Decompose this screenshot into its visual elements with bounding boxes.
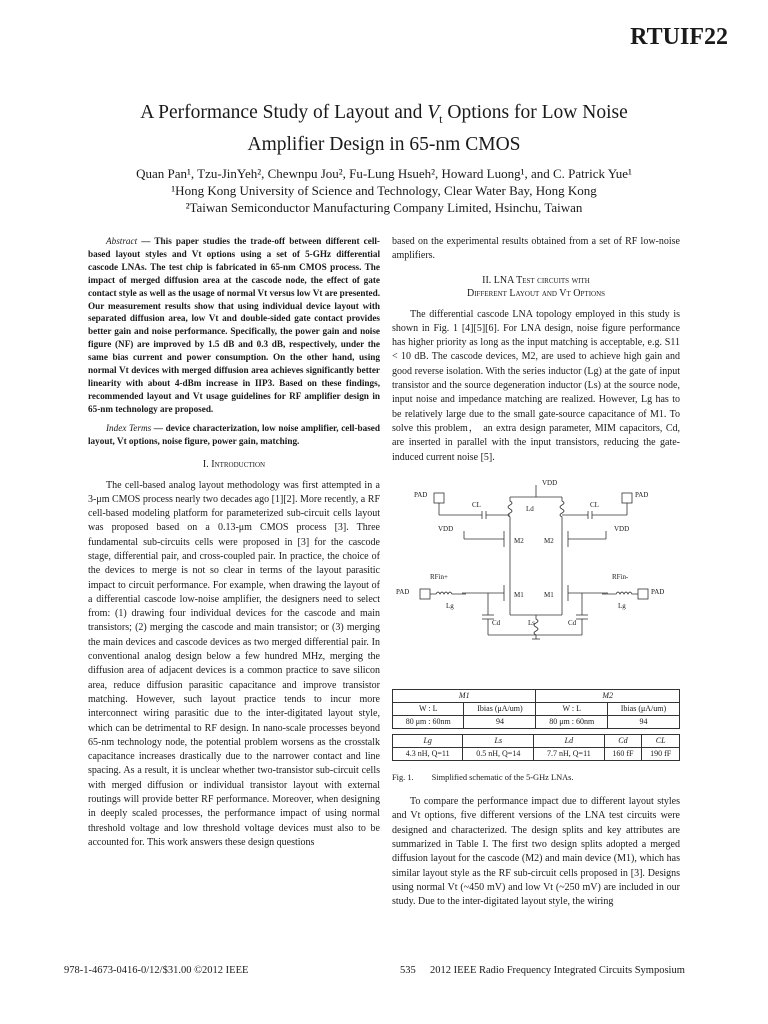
lg-left-label: Lg: [446, 601, 454, 610]
pad-in-right-label: PAD: [651, 587, 665, 596]
table-row: [393, 689, 680, 702]
table-row: [393, 702, 680, 715]
footer-copyright: 978-1-4673-0416-0/12/$31.00 ©2012 IEEE: [64, 965, 249, 976]
section-2-paragraph: The differential cascode LNA topology employed in this study is shown in Fig. 1 [4][5][6]. For LNA design, noise figure performance has higher priority as long as the input matching is acceptable, e.g. S11 < 10 dB. The cascode devices, M2, are used to achieve high gain and good reverse isolation. With the series inductor (Lg) at the gate of input transistor and the source degeneration inductor (Ls) at the source node, input noise and impedance matching are realized. However, Lg has to be relatively large due to the small gate-source capacitance of M1. To solve this problem， an extra design parameter, MIM capacitors, Cd, are inserted in parallel with the input transistors, reducing the gate-induced current noise [5].: [392, 308, 680, 463]
footer-page-number: 535: [400, 965, 416, 976]
index-terms: Index Terms — device characterization, low noise amplifier, cell-based layout, Vt options, noise figure, power gain, matching.: [88, 422, 380, 446]
section-2-paragraph-2: To compare the performance impact due to different layout styles and Vt options, five different versions of the LNA test circuits were designed and characterized. The design splits and key attributes are summarized in Table I. The first two design splits adopted a merged diffusion layout for the cascode (M2) and main device (M1), which has similar layout style as the RF sub-circuit cells proposed in [3]. Designs using normal Vt (~450 mV) and low Vt (~250 mV) are included in our study. Due to the inter-digitated layout style, the wiring: [392, 796, 680, 908]
cl-right-label: CL: [590, 500, 599, 509]
table-row: [393, 734, 680, 747]
table-cell: Ibias (μA/um): [607, 702, 679, 715]
figure-caption: Fig. 1. Simplified schematic of the 5-GHz LNAs.: [392, 772, 574, 782]
author-list: Quan Pan¹, Tzu-JinYeh², Chewnpu Jou², Fu-Lung Hsueh², Howard Luong¹, and C. Patrick Yue¹: [136, 166, 632, 181]
paper-code: RTUIF22: [630, 24, 728, 50]
lna-schematic: [392, 475, 680, 687]
table-cell: Ld: [534, 734, 604, 747]
rfin-plus-label: RFin+: [430, 572, 448, 581]
rfin-minus-label: RFin-: [612, 572, 629, 581]
pad-out-right-label: PAD: [635, 490, 649, 499]
lg-right-label: Lg: [618, 601, 626, 610]
author-block: [0, 165, 768, 216]
m1-left-label: M1: [514, 590, 524, 599]
table-cell: Ibias (μA/um): [464, 702, 536, 715]
title-line-2: Amplifier Design in 65-nm CMOS: [247, 133, 521, 155]
footer-conference: 2012 IEEE Radio Frequency Integrated Circuits Symposium: [430, 965, 685, 976]
cd-left-label: Cd: [492, 618, 501, 627]
vdd-left-label: VDD: [438, 524, 454, 533]
table-cell: Cd: [604, 734, 642, 747]
section-heading-introduction: I. Introduction: [202, 458, 266, 470]
table-cell: 94: [464, 715, 536, 728]
m1-right-label: M1: [544, 590, 554, 599]
m2-left-label: M2: [514, 536, 524, 545]
table-cell: W : L: [536, 702, 607, 715]
table-cell: 190 fF: [642, 747, 680, 760]
table-cell: 4.3 nH, Q=11: [393, 747, 463, 760]
left-column: [88, 235, 380, 850]
table-cell: M1: [393, 689, 536, 702]
pad-out-left-label: PAD: [414, 490, 428, 499]
right-column: [392, 235, 680, 910]
table-cell: 0.5 nH, Q=14: [463, 747, 534, 760]
table-cell: Lg: [393, 734, 463, 747]
table-row: [393, 747, 680, 760]
ls-label: Ls: [528, 618, 535, 627]
passives-table: [392, 734, 680, 761]
title-line-1: A Performance Study of Layout and $V_t$ Options for Low Noise: [140, 102, 628, 126]
schematic-drawing: [392, 475, 680, 687]
table-cell: 94: [607, 715, 679, 728]
device-params-table: [392, 689, 680, 729]
vdd-right-label: VDD: [614, 524, 630, 533]
affiliation-1: ¹Hong Kong University of Science and Technology, Clear Water Bay, Hong Kong: [171, 183, 597, 198]
cl-left-label: CL: [472, 500, 481, 509]
table-cell: 80 μm : 60nm: [536, 715, 607, 728]
table-cell: CL: [642, 734, 680, 747]
table-row: [393, 715, 680, 728]
table-cell: Ls: [463, 734, 534, 747]
section-heading-2: II. LNA Test circuits with Different Layout and Vt Options: [466, 274, 606, 299]
vdd-top-label: VDD: [542, 478, 558, 487]
affiliation-2: ²Taiwan Semiconductor Manufacturing Company Limited, Hsinchu, Taiwan: [185, 200, 583, 215]
table-cell: W : L: [393, 702, 464, 715]
intro-paragraph: The cell-based analog layout methodology was first attempted in a 3-μm CMOS process nearly two decades ago [1][2]. More recently, a RF cell-based modeling platform for parameterized sub-circuit cells layout was proposed based on a 0.13-μm CMOS process [3]. Three fundamental sub-circuits cells were proposed in [3] for the cascode stage, differential pair, and cross-coupled pair. In practice, the choice of the devices to merge is not so clear in terms of the layout parasitic impact to circuit performance. For example, when drawing the layout of a differential cascode low-noise amplifier, the designers need to select from: (1) drawing four individual devices for the cascode and main transistors; (2) merging the cascode and main transistor; or (3) merging the main devices and cascode devices as two merged differential pair. In conventional analog design below a few hundred MHz, merging the diffusion area of adjacent devices is a common practice to save silicon area, reduce diffusion parasitic capacitance and improve transistor matching. However, such layout practice tends to incur more interconnect wiring parasitic due to the inter-digitated layout style, which can be detrimental to RF design. In nano-scale processes beyond 65-nm technology node, the potential problem worsens as the crosstalk capacitance increases drastically due to the narrower contact and line spacing. As a result, it is unclear whether two-transistor sub-circuit cells with merged diffusion or individual transistor layout with external routings will provide better RF performance. Moreover, when designing in deeply scaled processes, the performance impact of using normal threshold voltage and low threshold voltage devices must also to be accounted for. This work answers these design questions: [88, 479, 380, 848]
paper-title: [0, 100, 768, 158]
continued-paragraph: based on the experimental results obtained from a set of RF low-noise amplifiers.: [392, 236, 680, 262]
table-cell: M2: [536, 689, 680, 702]
table-cell: 80 μm : 60nm: [393, 715, 464, 728]
pad-in-left-label: PAD: [396, 587, 410, 596]
table-cell: 160 fF: [604, 747, 642, 760]
m2-right-label: M2: [544, 536, 554, 545]
table-cell: 7.7 nH, Q=11: [534, 747, 604, 760]
ld-label: Ld: [526, 504, 534, 513]
cd-right-label: Cd: [568, 618, 577, 627]
abstract: Abstract — This paper studies the trade-off between different cell-based layout styles and Vt options using a set of 5-GHz differential cascode LNAs. The test chip is fabricated in 65-nm CMOS process. The impact of merged diffusion area at the cascode node, the effect of gate contact style as well as the usage of normal Vt versus low Vt are presented. Our measurement results show that using individual device layout with separated diffusion area, low Vt and double-sided gate contact provides better gain and noise performance. Specifically, the power gain and noise figure (NF) are improved by 1.5 dB and 0.3 dB, respectively, under the same bias current and power consumption. On the other hand, using normal Vt devices with merged diffusion area achieves significantly better linearity with about 4-dBm increase in IIP3. Based on these findings, recommended layout and Vt usage guidelines for RF amplifier design in 65-nm technology are proposed.: [88, 236, 381, 414]
